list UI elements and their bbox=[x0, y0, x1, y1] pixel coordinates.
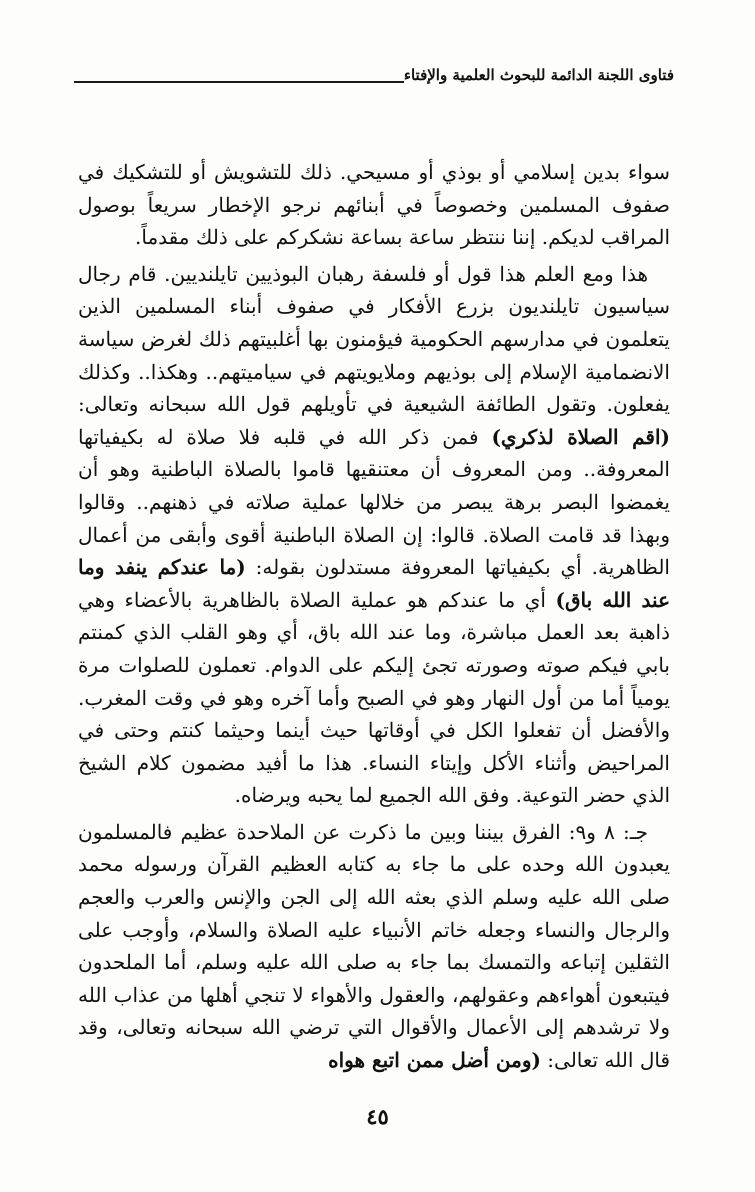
quran-quote-3: (ومن أضل ممن اتبع هواه bbox=[328, 1048, 541, 1073]
paragraph-2-part-a: هذا ومع العلم هذا قول أو فلسفة رهبان البوذيين تايلنديين. قام رجال سياسيون تايلنديون بزرع الأفكار في صفوف أبناء المسلمين الذين يتعلمون في مدارسهم الحكومية فيؤمنون بها أغلبيتهم ذلك لغرض سياسة الانضمامية الإسلام إلى بوذيهم وملايويتهم في سياميتهم.. وهكذا.. وكذلك يفعلون. وتقول الطائفة الشيعية في تأويلهم قول الله سبحانه وتعالى: bbox=[78, 261, 670, 417]
paragraph-3 bbox=[78, 816, 670, 1077]
paragraph-2 bbox=[78, 258, 670, 812]
running-header bbox=[74, 62, 674, 92]
paragraph-1: سواء بدين إسلامي أو بوذي أو مسيحي. ذلك للتشويش أو للتشكيك في صفوف المسلمين وخصوصاً في أبنائهم نرجو الإخطار سريعاً بوصول المراقب لديكم. إننا ننتظر ساعة بساعة نشكركم على ذلك مقدماً. bbox=[78, 160, 670, 250]
header-rule bbox=[74, 81, 404, 83]
body-text bbox=[78, 156, 670, 1081]
quran-quote-2: (ما عندكم ينفد وما عند الله باق) bbox=[78, 555, 670, 612]
page-number: ٤٥ bbox=[366, 1104, 389, 1129]
paragraph-3-part-a: الفرق بيننا وبين ما ذكرت عن الملاحدة عظيم فالمسلمون يعبدون الله وحده على ما جاء به كتابه العظيم القرآن ورسوله محمد صلى الله عليه وسلم الذي بعثه الله إلى الجن والإنس والعرب والعجم والرجال والنساء وجعله خاتم الأنبياء عليه الصلاة والسلام، وأوجب على الثقلين إتباعه والتمسك بما جاء به صلى الله عليه وسلم، أما الملحدون فيتبعون أهواءهم وعقولهم، والعقول والأهواء لا تنجي أهلها من عذاب الله ولا ترشدهم إلى الأعمال والأقوال التي ترضي الله سبحانه وتعالى، وقد قال الله تعالى: bbox=[78, 819, 670, 1073]
paragraph-2-part-c: أي ما عندكم هو عملية الصلاة بالظاهرية بالأعضاء وهي ذاهبة بعد العمل مباشرة، وما عند الله باق، أي وهو القلب الذي كمنتم بابي فيكم صوته وصورته تجئ إليكم على الدوام. تعملون للصلوات مرة يومياً أما من أول النهار وهو في الصبح وأما آخره وهو في وقت المغرب. والأفضل أن تفعلوا الكل في أوقاتها حيث أينما وحيثما كنتم وحتى في المراحيض وأثناء الأكل وإيتاء النساء. هذا ما أفيد مضمون كلام الشيخ الذي حضر التوعية. وفق الله الجميع لما يحبه ويرضاه. bbox=[78, 587, 670, 808]
header-title: فتاوى اللجنة الدائمة للبحوث العلمية والإفتاء bbox=[403, 66, 674, 84]
answer-label: جـ: ٨ و٩: bbox=[560, 819, 648, 844]
paragraph-2-part-b: فمن ذكر الله في قلبه فلا صلاة له بكيفياتها المعروفة.. ومن المعروف أن معتنقيها قاموا بالصلاة الباطنية وهو أن يغمضوا البصر برهة يبصر من خلالها عملية صلاته في ذهنهم.. وقالوا وبهذا قد قامت الصلاة. قالوا: إن الصلاة الباطنية أقوى وأبقى من أعمال الظاهرية. أي بكيفياتها المعروفة مستدلون بقوله: bbox=[78, 424, 670, 580]
quran-quote-1: (اقم الصلاة لذكري) bbox=[491, 424, 670, 449]
